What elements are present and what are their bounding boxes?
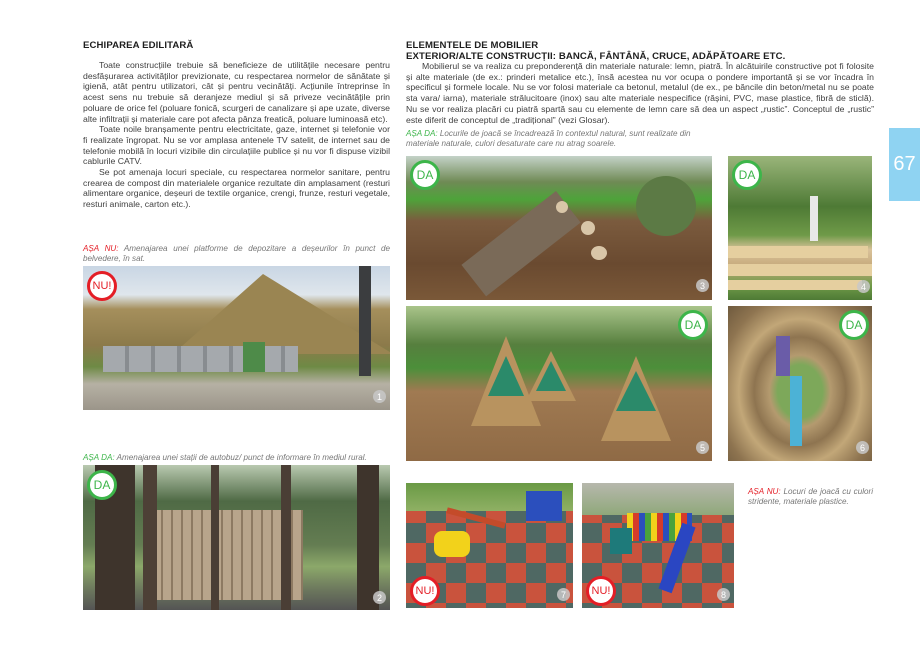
photo-balance-beams (728, 156, 872, 300)
tree-trunk (211, 465, 219, 610)
paragraph: Toate noile branșamente pentru electricitate, gaze, internet și telefonie vor fi realizate îngropat. Nu se vor amplasa antenele TV satelit, de internet sau de telefonie mobilă în locuri vizibile din circulațiile publice și nu vor fi dispuse vizibil cablurile CATV. (83, 124, 390, 167)
da-badge: DA (839, 310, 869, 340)
beam-shape (728, 280, 862, 290)
steps-shape (610, 528, 632, 554)
photo-number: 2 (373, 591, 386, 604)
beam-shape (728, 246, 868, 258)
nu-badge: NU! (586, 576, 616, 606)
teepee-roof (536, 361, 566, 391)
da-badge: DA (87, 470, 117, 500)
photo-willow-tunnel (728, 306, 872, 461)
photo-number: 6 (856, 441, 869, 454)
caption-text: Locurile de joacă se încadrează în contextul natural, sunt realizate din materiale naturale, culori desaturate care nu atrag soarele. (406, 129, 691, 148)
photo-natural-slide (406, 156, 712, 300)
background-buildings (582, 483, 734, 515)
photo-number: 4 (857, 280, 870, 293)
pole-shape (359, 266, 371, 376)
photo-plastic-playground-2 (582, 483, 734, 608)
photo-number: 5 (696, 441, 709, 454)
spring-rider-shape (434, 531, 470, 557)
section-heading-furniture (406, 40, 785, 62)
caption-text: Amenajarea unei platforme de depozitare a deșeurilor în punct de belvedere, în sat. (83, 244, 390, 263)
furniture-body (406, 61, 874, 125)
caption-yes-bus-stop (83, 453, 393, 463)
caption-yes-playgrounds (406, 129, 716, 149)
child-figure (776, 336, 790, 376)
hill-shape (173, 274, 390, 354)
caption-text: Amenajarea unei stații de autobuz/ punct de informare în mediul rural. (114, 453, 367, 462)
stump-shape (556, 201, 568, 213)
teepee-roof (488, 356, 524, 396)
child-figure (810, 196, 818, 241)
paragraph: Toate construcțiile trebuie să beneficieze de utilitățile necesare pentru desfășurarea activităților previzionate, cu respectarea normelor de sănătate și igienă, atât pentru utilizatori, cât și pentru vecinătăți. Acțiunile întreprinse în acest sens nu trebuie să deranjeze mediul și să priveze vecinătățile prin poluare de orice fel (poluare fonică, scurgeri de canalizare și ape uzate, diverse alte infiltrații și materiale care pot afecta pânza freatică, poluare luminoasă etc). (83, 60, 390, 124)
child-figure (790, 376, 802, 446)
caption-text: Locuri de joacă cu culori stridente, materiale plastice. (748, 487, 873, 506)
stump-shape (581, 221, 595, 235)
photo-waste-platform (83, 266, 390, 410)
teepee-roof (616, 371, 656, 411)
page-number-tab: 67 (889, 128, 920, 201)
green-container-shape (243, 342, 265, 372)
photo-number: 8 (717, 588, 730, 601)
heading-line-2: EXTERIOR/ALTE CONSTRUCȚII: BANCĂ, FÂNTÂNĂ, CRUCE, ADĂPĂTOARE ETC. (406, 51, 786, 62)
section-heading-utilities: ECHIPAREA EDILITARĂ (83, 40, 194, 51)
slide-shape (526, 491, 562, 521)
caption-label-yes: AȘA DA: (83, 453, 115, 462)
caption-label-yes: AȘA DA: (406, 129, 438, 138)
paragraph: Se pot amenaja locuri speciale, cu respectarea normelor sanitare, pentru crearea de compost din materialele organice rezultate din amplasament (resturi alimentare organice, deșeuri de textile organice, crengi, frunze, resturi vegetale, resturi animale, carton etc.). (83, 167, 390, 210)
photo-number: 3 (696, 279, 709, 292)
utilities-body (83, 60, 390, 210)
photo-bus-stop (83, 465, 390, 610)
caption-label-no: AȘA NU: (83, 244, 119, 253)
photo-plastic-playground-1 (406, 483, 573, 608)
caption-no-plastic (748, 487, 873, 507)
stump-shape (591, 246, 607, 260)
tree-trunk (143, 465, 157, 610)
shrub-shape (636, 176, 696, 236)
da-badge: DA (410, 160, 440, 190)
photo-number: 1 (373, 390, 386, 403)
beam-shape (728, 264, 872, 276)
nu-badge: NU! (87, 271, 117, 301)
photo-number: 7 (557, 588, 570, 601)
photo-teepees (406, 306, 712, 461)
heading-line-1: ELEMENTELE DE MOBILIER (406, 40, 539, 51)
caption-label-no: AȘA NU: (748, 487, 781, 496)
tree-trunk (281, 465, 291, 610)
da-badge: DA (732, 160, 762, 190)
nu-badge: NU! (410, 576, 440, 606)
containers-shape (103, 346, 298, 372)
da-badge: DA (678, 310, 708, 340)
paragraph: Mobilierul se va realiza cu preponderență din materiale naturale: lemn, piatră. În alcătuirile constructive pot fi folosite și alte materiale (de ex.: prinderi metalice etc.), însă acestea nu vor ocupa o pondere importantă și se vor încadra în specificul și formele locale. Nu se vor folosi materiale ca betonul, metalul (de ex., pe băncile din beton/metal nu se poate sta vara/ iarna), materiale strălucitoare (inox) sau alte materiale nespecifice (rășini, PVC, mase plastice, fibră de sticlă). Nu se vor realiza placări cu piatră spartă sau cu elemente de lemn care să dea un aspect „rustic”. Conceptul de „rustic” este diferit de conceptul de „tradițional” (vezi Glosar). (406, 61, 874, 125)
tree-trunk (357, 465, 379, 610)
caption-no-waste (83, 244, 390, 264)
